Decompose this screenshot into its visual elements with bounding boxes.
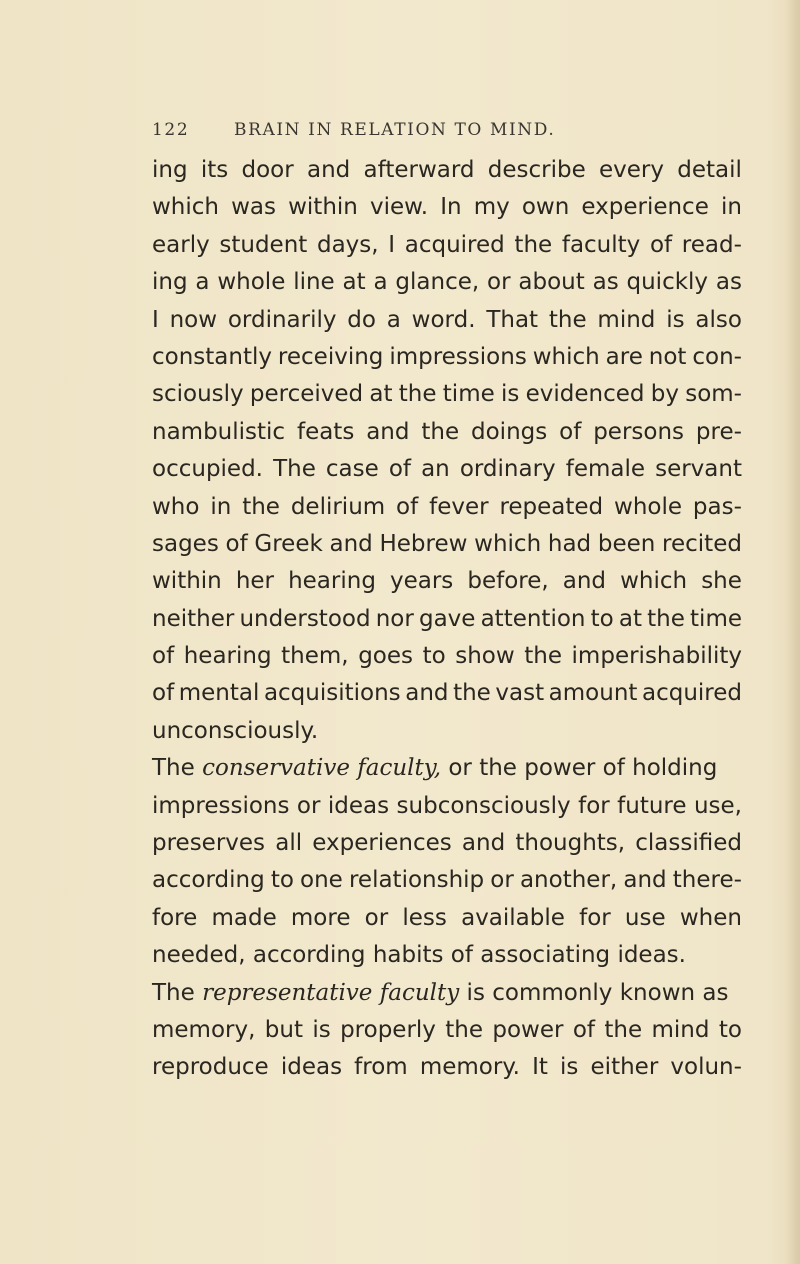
word: time	[442, 381, 495, 408]
word: or	[490, 867, 514, 894]
word: sages	[152, 530, 219, 557]
text-line	[152, 601, 742, 638]
word: to	[590, 605, 614, 632]
word: been	[597, 530, 656, 557]
word: ordinary	[459, 456, 556, 483]
word: properly	[340, 1016, 436, 1043]
word: the	[445, 1016, 484, 1043]
word: goes	[358, 643, 413, 670]
word: fore	[152, 904, 198, 931]
word: is	[501, 381, 520, 408]
word: imperishability	[571, 643, 742, 670]
word: the	[453, 680, 491, 707]
text-line	[152, 227, 742, 264]
word: was	[231, 194, 276, 221]
word: of	[559, 418, 582, 445]
word: Greek	[254, 530, 323, 557]
word: female	[565, 456, 646, 483]
text-line	[152, 937, 742, 974]
word: hearing	[183, 643, 272, 670]
word: is	[666, 306, 685, 333]
word: perceived	[249, 381, 364, 408]
word: line	[293, 269, 335, 296]
word: of	[572, 1016, 596, 1043]
word: acquired	[641, 680, 742, 707]
word: as	[592, 269, 619, 296]
word: at	[342, 269, 366, 296]
word: days,	[316, 231, 379, 258]
text-line	[152, 975, 742, 1012]
word: or	[364, 904, 389, 931]
word: preserves	[152, 830, 266, 857]
word: the	[548, 306, 587, 333]
word: sciously	[152, 381, 244, 408]
line-text: needed, according habits of associating ideas.	[152, 942, 686, 969]
word: hearing	[288, 568, 376, 595]
word: experiences	[312, 830, 452, 857]
word: whole	[614, 493, 683, 520]
word: to	[422, 643, 446, 670]
word: her	[235, 568, 275, 595]
word: repeated	[499, 493, 604, 520]
word: amount	[548, 680, 638, 707]
word: som-	[685, 381, 742, 408]
italic-term: representative faculty	[202, 979, 460, 1006]
word: time	[690, 605, 742, 632]
text-line	[152, 788, 742, 825]
word: not	[648, 343, 687, 370]
word: more	[290, 904, 351, 931]
word: attention	[480, 605, 586, 632]
word: do	[347, 306, 376, 333]
word: relationship	[348, 867, 485, 894]
word: That	[486, 306, 539, 333]
word: con-	[692, 343, 742, 370]
word: to	[718, 1016, 742, 1043]
word: detail	[677, 157, 742, 183]
word: describe	[487, 157, 586, 183]
text-line	[152, 1049, 742, 1086]
word: another,	[519, 867, 618, 894]
word: or	[296, 792, 321, 819]
word: the	[604, 1016, 643, 1043]
word: and	[461, 830, 506, 857]
word: had	[547, 530, 592, 557]
word: an	[421, 456, 450, 483]
word: which	[152, 194, 220, 221]
word: mental	[178, 680, 260, 707]
word: experience	[581, 194, 709, 221]
word: ordinarily	[227, 306, 337, 333]
word: acquired	[404, 231, 505, 258]
word: receiving	[277, 343, 384, 370]
word: ideas	[280, 1054, 343, 1081]
word: servant	[655, 456, 742, 483]
text-line	[152, 414, 742, 451]
word: own	[521, 194, 570, 221]
word: use,	[693, 792, 742, 819]
word: understood	[239, 605, 371, 632]
line-text-post: or the power of holding	[441, 755, 718, 782]
line-text: unconsciously.	[152, 717, 319, 744]
word: impressions	[152, 792, 290, 819]
word: and	[329, 530, 373, 557]
word: persons	[593, 418, 685, 445]
word: all	[275, 830, 303, 857]
word: of	[225, 530, 248, 557]
word: nambulistic	[152, 418, 286, 445]
word: the	[421, 418, 460, 445]
word: delirium	[290, 493, 386, 520]
word: who	[152, 493, 200, 520]
word: memory.	[419, 1054, 520, 1081]
word: pas-	[692, 493, 742, 520]
word: ing	[152, 269, 188, 296]
word: within	[288, 194, 358, 221]
text-line	[152, 152, 742, 189]
text-line	[152, 563, 742, 600]
text-line	[152, 264, 742, 301]
word: fever	[429, 493, 489, 520]
word: she	[701, 568, 742, 595]
word: afterward	[363, 157, 475, 183]
word: the	[524, 643, 562, 670]
word: view.	[369, 194, 429, 221]
word: thoughts,	[515, 830, 626, 857]
word: pre-	[695, 418, 742, 445]
word: from	[354, 1054, 408, 1081]
word: years	[390, 568, 454, 595]
word: memory,	[152, 1016, 256, 1043]
word: in	[720, 194, 742, 221]
word: a	[195, 269, 210, 296]
word: within	[152, 568, 222, 595]
word: I	[152, 306, 159, 333]
word: quickly	[626, 269, 709, 296]
word: mind	[651, 1016, 710, 1043]
italic-term: conservative faculty,	[202, 755, 442, 782]
word: every	[599, 157, 664, 183]
word: the	[647, 605, 685, 632]
word: feats	[296, 418, 355, 445]
text-line	[152, 376, 742, 413]
word: faculty	[561, 231, 641, 258]
line-text-pre: The	[152, 755, 203, 782]
word: less	[402, 904, 447, 931]
word: when	[679, 904, 742, 931]
text-line	[152, 675, 742, 712]
word: also	[695, 306, 742, 333]
word: of	[152, 643, 175, 670]
word: read-	[681, 231, 742, 258]
word: vast	[495, 680, 545, 707]
word: now	[169, 306, 218, 333]
word: a	[386, 306, 401, 333]
word: but	[264, 1016, 303, 1043]
word: use	[624, 904, 666, 931]
page-number: 122	[152, 120, 190, 140]
page-header	[152, 120, 752, 146]
word: and	[306, 157, 351, 183]
text-line	[152, 526, 742, 563]
text-line	[152, 713, 742, 750]
word: Hebrew	[379, 530, 468, 557]
word: early	[152, 231, 210, 258]
text-line	[152, 189, 742, 226]
word: It	[532, 1054, 548, 1081]
word: available	[461, 904, 565, 931]
word: by	[650, 381, 679, 408]
word: in	[210, 493, 232, 520]
text-line	[152, 339, 742, 376]
word: is	[312, 1016, 331, 1043]
text-line	[152, 451, 742, 488]
word: according	[152, 867, 265, 894]
text-line	[152, 900, 742, 937]
word: show	[455, 643, 515, 670]
running-head: BRAIN IN RELATION TO MIND.	[234, 120, 556, 140]
word: acquisitions	[263, 680, 401, 707]
line-text-pre: The	[152, 979, 203, 1006]
word: as	[715, 269, 742, 296]
word: glance,	[395, 269, 480, 296]
word: future	[617, 792, 687, 819]
word: the	[242, 493, 280, 520]
word: which	[474, 530, 542, 557]
word: nor	[375, 605, 414, 632]
word: before,	[467, 568, 549, 595]
word: them,	[281, 643, 349, 670]
text-line	[152, 1012, 742, 1049]
word: of	[396, 493, 419, 520]
word: In	[440, 194, 462, 221]
word: either	[590, 1054, 659, 1081]
word: The	[273, 456, 316, 483]
word: for	[579, 904, 611, 931]
text-line	[152, 489, 742, 526]
word: made	[211, 904, 277, 931]
word: the	[398, 381, 437, 408]
text-line	[152, 750, 742, 787]
word: gave	[418, 605, 476, 632]
word: ing	[152, 157, 188, 183]
word: my	[473, 194, 510, 221]
word: of	[649, 231, 673, 258]
word: subconsciously	[396, 792, 571, 819]
word: student	[219, 231, 308, 258]
word: word.	[411, 306, 476, 333]
word: I	[388, 231, 396, 258]
word: whole	[217, 269, 286, 296]
word: about	[518, 269, 585, 296]
word: mind	[597, 306, 656, 333]
word: classified	[635, 830, 742, 857]
word: occupied.	[152, 456, 263, 483]
word: the	[514, 231, 553, 258]
word: and	[366, 418, 410, 445]
word: door	[241, 157, 294, 183]
word: recited	[662, 530, 742, 557]
word: case	[325, 456, 379, 483]
word: of	[152, 680, 175, 707]
word: at	[618, 605, 642, 632]
line-text-post: is commonly known as	[459, 979, 729, 1006]
word: evidenced	[525, 381, 645, 408]
word: volun-	[670, 1054, 742, 1081]
word: which	[620, 568, 688, 595]
word: and	[623, 867, 667, 894]
body-text	[152, 152, 742, 1087]
word: a	[373, 269, 388, 296]
word: of	[388, 456, 412, 483]
word: are	[605, 343, 643, 370]
word: and	[405, 680, 449, 707]
word: constantly	[152, 343, 272, 370]
word: to	[270, 867, 294, 894]
word: and	[562, 568, 607, 595]
word: one	[300, 867, 343, 894]
word: power	[492, 1016, 564, 1043]
text-line	[152, 825, 742, 862]
text-line	[152, 302, 742, 339]
word: doings	[471, 418, 548, 445]
word: or	[487, 269, 511, 296]
text-line	[152, 638, 742, 675]
word: neither	[152, 605, 235, 632]
word: reproduce	[152, 1054, 269, 1081]
word: at	[369, 381, 393, 408]
word: for	[578, 792, 610, 819]
word: ideas	[327, 792, 390, 819]
page-edge-shadow	[786, 0, 800, 1264]
text-line	[152, 862, 742, 899]
word: its	[200, 157, 229, 183]
word: there-	[672, 867, 742, 894]
word: is	[560, 1054, 579, 1081]
word: impressions	[389, 343, 527, 370]
word: which	[532, 343, 600, 370]
